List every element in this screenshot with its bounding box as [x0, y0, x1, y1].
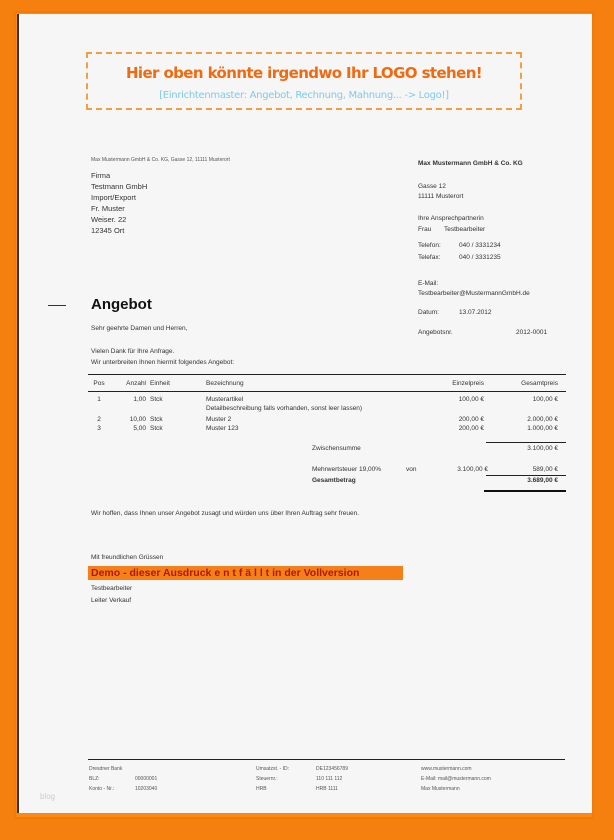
- cell-einzelpreis: 100,00 €: [458, 396, 484, 403]
- cell-anzahl: 10,00: [129, 416, 146, 423]
- total-double-rule: [484, 490, 566, 492]
- offer-number-label: Angebotsnr.: [418, 329, 453, 336]
- signer-role: Leiter Verkauf: [91, 597, 132, 604]
- cell-einheit: Stck: [150, 416, 163, 423]
- footer-hrb-label: HRB: [256, 786, 267, 792]
- demo-banner: Demo - dieser Ausdruck e n t f ä l l t in der Vollversion: [88, 566, 403, 580]
- footer-hrb: HRB 1111: [316, 786, 338, 792]
- header-anzahl: Anzahl: [126, 380, 146, 387]
- cell-gesamtpreis: 100,00 €: [532, 396, 558, 403]
- footer-rule: [88, 759, 565, 760]
- vat-label: Mehrwertsteuer 19,00%: [312, 466, 382, 473]
- table-row: [88, 425, 566, 434]
- document-title: Angebot: [91, 296, 152, 313]
- greeting: Mit freundlichen Grüssen: [91, 554, 164, 561]
- subtotal-rule: [486, 442, 566, 443]
- salutation: Sehr geehrte Damen und Herren,: [91, 325, 188, 332]
- vat-base: 3.100,00 €: [457, 466, 488, 473]
- cell-anzahl: 5,00: [133, 425, 146, 432]
- cell-pos: 1: [97, 396, 101, 403]
- cell-pos: 3: [97, 425, 101, 432]
- watermark: blog: [40, 792, 56, 801]
- recipient-line: Firma: [91, 171, 111, 180]
- recipient-line: Weiser. 22: [91, 215, 127, 224]
- fax-value: 040 / 3331235: [459, 254, 501, 261]
- total-value: 3.689,00 €: [527, 477, 558, 484]
- offer-number-value: 2012-0001: [516, 329, 548, 336]
- recipient-line: Fr. Muster: [91, 204, 125, 213]
- logo-placeholder-box: [86, 52, 522, 110]
- footer-ust-label: Umsatzst. - ID:: [256, 766, 290, 772]
- cell-anzahl: 1,00: [133, 396, 146, 403]
- contact-label: Ihre Ansprechpartnerin: [418, 215, 484, 222]
- footer-email[interactable]: E-Mail: mail@mustermann.com: [421, 776, 491, 782]
- table-row: [88, 405, 566, 414]
- sender-line: Max Mustermann GmbH & Co. KG, Gasse 12, 11111 Musterort: [91, 157, 230, 163]
- cell-einzelpreis: 200,00 €: [458, 416, 484, 423]
- table-header: [88, 380, 566, 389]
- cell-pos: 2: [97, 416, 101, 423]
- header-bezeichnung: Bezeichnung: [206, 380, 244, 387]
- footer-konto: 10203040: [135, 786, 158, 792]
- fold-mark: [48, 305, 66, 306]
- logo-placeholder-subtitle: [Einrichtenmaster: Angebot, Rechnung, Mahnung... -> Logo!]: [159, 90, 449, 101]
- intro-line-1: Vielen Dank für Ihre Anfrage.: [91, 348, 175, 355]
- cell-bezeichnung: Muster 123: [206, 425, 239, 432]
- cell-bezeichnung: Detailbeschreibung falls vorhanden, sonst leer lassen): [206, 405, 363, 412]
- cell-gesamtpreis: 2.000,00 €: [527, 416, 558, 423]
- logo-placeholder-title: Hier oben könnte irgendwo Ihr LOGO stehen!: [125, 64, 483, 82]
- cell-einzelpreis: 200,00 €: [458, 425, 484, 432]
- cell-einheit: Stck: [150, 396, 163, 403]
- recipient-address: [91, 170, 147, 236]
- footer-bank: Dresdner Bank: [89, 766, 123, 772]
- subtotal-value: 3.100,00 €: [527, 445, 558, 452]
- table-row: [88, 396, 566, 405]
- header-gesamtpreis: Gesamtpreis: [521, 380, 558, 387]
- signer-name: Testbearbeiter: [91, 585, 133, 592]
- company-street: Gasse 12: [418, 183, 446, 190]
- footer-konto-label: Konto - Nr.:: [89, 786, 115, 792]
- phone-label: Telefon:: [418, 242, 441, 249]
- contact-name: Testbearbeiter: [444, 226, 486, 233]
- footer-blz: 00000001: [135, 776, 158, 782]
- cell-einheit: Stck: [150, 425, 163, 432]
- intro-line-2: Wir unterbreiten Ihnen hiermit folgendes Angebot:: [91, 359, 235, 366]
- footer-ust: DE123456789: [316, 766, 348, 772]
- header-einheit: Einheit: [150, 380, 170, 387]
- subtotal-label: Zwischensumme: [312, 445, 361, 452]
- vat-amount: 589,00 €: [532, 466, 558, 473]
- footer-steuer-label: Steuernr.:: [256, 776, 278, 782]
- footer-steuer: 110 111 112: [316, 776, 343, 782]
- cell-bezeichnung: Musterartikel: [206, 396, 244, 403]
- recipient-line: Testmann GmbH: [91, 182, 148, 191]
- recipient-line: Import/Export: [91, 193, 137, 202]
- footer-web[interactable]: www.mustermann.com: [421, 766, 472, 772]
- header-pos: Pos: [93, 380, 105, 387]
- phone-value: 040 / 3331234: [459, 242, 501, 249]
- closing-text: Wir hoffen, dass Ihnen unser Angebot zusagt und würden uns über Ihren Auftrag sehr freuen.: [91, 510, 359, 517]
- email-label: E-Mail:: [418, 280, 439, 287]
- date-value: 13.07.2012: [459, 309, 492, 316]
- cell-gesamtpreis: 1.000,00 €: [527, 425, 558, 432]
- total-label: Gesamtbetrag: [312, 477, 356, 484]
- company-name: Max Mustermann GmbH & Co. KG: [418, 160, 523, 167]
- company-city: 11111 Musterort: [418, 193, 464, 200]
- fax-label: Telefax:: [418, 254, 441, 261]
- date-label: Datum:: [418, 309, 439, 316]
- table-row: [88, 416, 566, 425]
- email-value[interactable]: Testbearbeiter@MustermannGmbH.de: [418, 290, 530, 297]
- header-einzelpreis: Einzelpreis: [452, 380, 484, 387]
- contact-salutation: Frau: [418, 226, 432, 233]
- footer-ceo: Max Mustermann: [421, 786, 460, 792]
- total-rule: [486, 475, 566, 476]
- recipient-line: 12345 Ort: [91, 226, 125, 235]
- items-table: [88, 374, 566, 432]
- cell-bezeichnung: Muster 2: [206, 416, 232, 423]
- vat-von: von: [406, 466, 417, 473]
- footer-blz-label: BLZ:: [89, 776, 100, 782]
